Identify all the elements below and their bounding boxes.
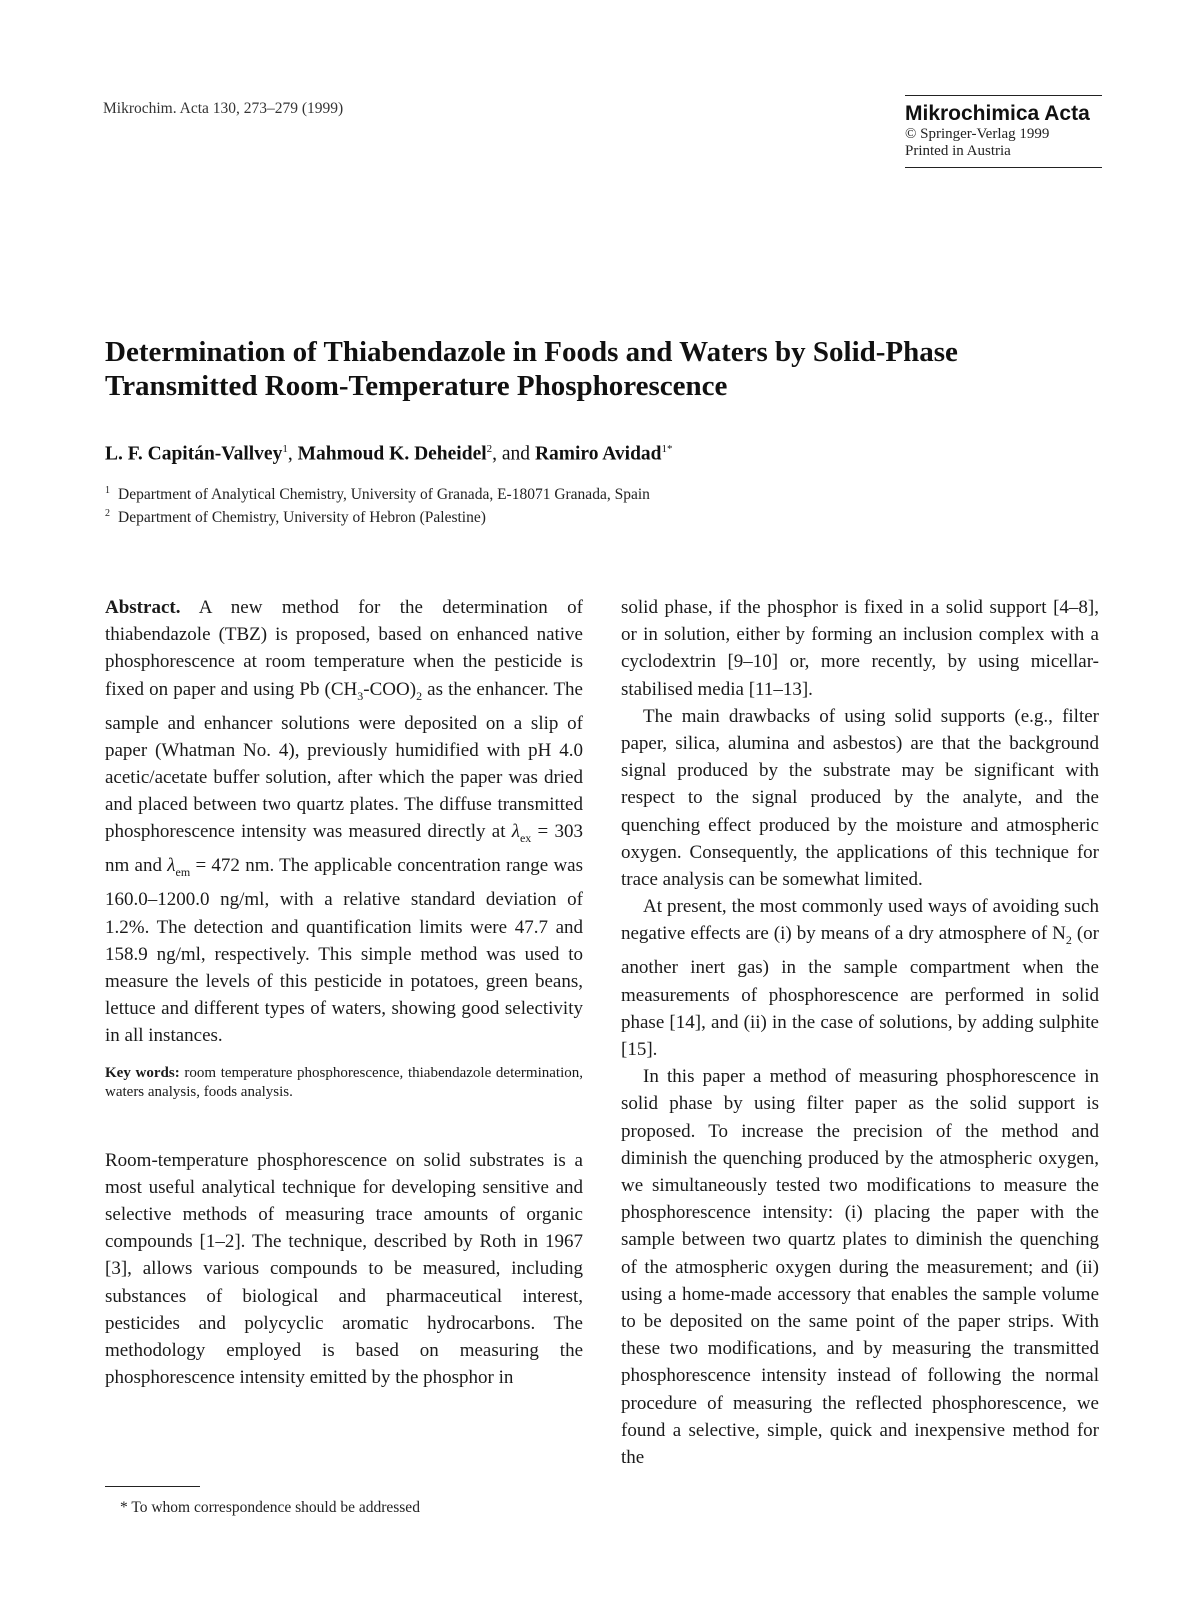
paragraph (621, 893, 1099, 1063)
author-1: L. F. Capitán-Vallvey (105, 443, 283, 465)
lambda-symbol: λ (167, 855, 176, 877)
paper-title: Determination of Thiabendazole in Foods and Waters by Solid-Phase Transmitted Room-Temperature Phosphorescence (105, 336, 958, 402)
footnote-text: To whom correspondence should be addressed (127, 1499, 420, 1516)
subscript: 2 (1065, 933, 1072, 948)
paragraph: solid phase, if the phosphor is fixed in a solid support [4–8], or in solution, either by forming an inclusion complex with a cyclodextrin [9–10] or, more recently, by using micellar-stabilised media [11–13]. (621, 597, 1099, 700)
top-rule (905, 95, 1102, 96)
abstract (105, 594, 583, 1050)
author-list: L. F. Capitán-Vallvey$^1$, Mahmoud K. Deheidel$^2$, and Ramiro Avidad$^{1*}$ (105, 443, 673, 465)
keywords-text: room temperature phosphorescence, thiabendazole determination, waters analysis, foods analysis. (105, 1064, 583, 1100)
author-3-affil: 1* (661, 443, 673, 455)
subscript: 2 (416, 688, 423, 703)
abstract-text-3: as the enhancer. The sample and enhancer solutions were deposited on a slip of paper (Whatman No. 4), previously humidified with pH 4.0 acetic/acetate buffer solution, after which the paper was dried and placed between two quartz plates. The diffuse transmitted phosphorescence intensity was measured directly at (105, 678, 583, 843)
abstract-label: Abstract. (105, 597, 181, 618)
paragraph-text: (or another inert gas) in the sample compartment when the measurements of phosphorescence are performed in solid phase [14], and (ii) in the case of solutions, by adding sulphite [15]. (621, 923, 1099, 1061)
footnote-mark: * (120, 1499, 128, 1516)
author-3: Ramiro Avidad (534, 443, 662, 465)
affiliation-1 (105, 485, 650, 504)
intro-paragraph: Room-temperature phosphorescence on solid substrates is a most useful analytical technique for developing sensitive and selective methods of measuring trace amounts of organic compounds [1–2]. The technique, described by Roth in 1967 [3], allows various compounds to be measured, including substances of biological and pharmaceutical interest, pesticides and polycyclic aromatic hydrocarbons. The methodology employed is based on measuring the phosphorescence intensity emitted by the phosphor in (105, 1149, 583, 1389)
left-column (105, 594, 583, 1391)
affiliation-number: 1 (105, 485, 110, 496)
keywords (105, 1064, 583, 1102)
paragraph: In this paper a method of measuring phosphorescence in solid phase by using filter paper as the solid support is proposed. To increase the precision of the method and diminish the quenching produced by the atmospheric oxygen, we simultaneously tested two modifications to measure the phosphorescence intensity: (i) placing the paper with the sample between two quartz plates to diminish the quenching of the atmospheric oxygen during the measurement; and (ii) using a home-made accessory that enables the sample volume to be deposited on the same point of the paper strips. With these two modifications, and by measuring the transmitted phosphorescence intensity instead of following the normal procedure of measuring the reflected phosphorescence, we found a selective, simple, quick and inexpensive method for the (621, 1066, 1099, 1469)
affiliation-text: Department of Chemistry, University of Hebron (Palestine) (118, 509, 486, 527)
bottom-rule (905, 167, 1102, 168)
abstract-text-1: A new method for the determination of thiabendazole (TBZ) is proposed, based on enhanced native phosphorescence at room temperature when the pesticide is fixed on paper and using Pb (CH (105, 597, 583, 700)
footnote (120, 1499, 420, 1517)
keywords-label: Key words: (105, 1064, 180, 1081)
journal-reference: Mikrochim. Acta 130, 273–279 (1999) (103, 100, 344, 117)
paragraph: The main drawbacks of using solid supports (e.g., filter paper, silica, alumina and asbestos) are that the background signal produced by the substrate may be significant with respect to the signal produced by the analyte, and the quenching effect produced by the moisture and atmospheric oxygen. Consequently, the applications of this technique for trace analysis can be somewhat limited. (621, 705, 1099, 891)
author-conjunction: , and (492, 443, 535, 465)
journal-info-box (905, 95, 1102, 168)
abstract-text-4: = 303 nm and (105, 821, 584, 877)
footnote-rule (105, 1486, 200, 1487)
subscript: em (175, 865, 191, 880)
affiliation-2 (105, 508, 486, 527)
abstract-text-2: -COO) (363, 678, 417, 700)
right-column (621, 594, 1099, 1471)
copyright-line: © Springer-Verlag 1999 (905, 126, 1050, 142)
printed-line: Printed in Austria (905, 143, 1011, 159)
author-2: Mahmoud K. Deheidel (297, 443, 487, 465)
paragraph-text: At present, the most commonly used ways of avoiding such negative effects are (i) by means of a dry atmosphere of N (621, 896, 1099, 945)
affiliation-number: 2 (105, 508, 110, 519)
abstract-text-5: = 472 nm. The applicable concentration range was 160.0–1200.0 ng/ml, with a relative standard deviation of 1.2%. The detection and quantification limits were 47.7 and 158.9 ng/ml, respectively. This simple method was used to measure the levels of this pesticide in potatoes, green beans, lettuce and different types of waters, showing good selectivity in all instances. (105, 855, 583, 1047)
affiliation-text: Department of Analytical Chemistry, University of Granada, E-18071 Granada, Spain (118, 486, 650, 504)
subscript: 3 (357, 688, 364, 703)
journal-name: Mikrochimica Acta (905, 102, 1090, 125)
lambda-symbol: λ (511, 821, 520, 843)
subscript: ex (519, 831, 532, 846)
author-2-affil: 2 (486, 443, 493, 455)
author-1-affil: 1 (282, 443, 288, 455)
